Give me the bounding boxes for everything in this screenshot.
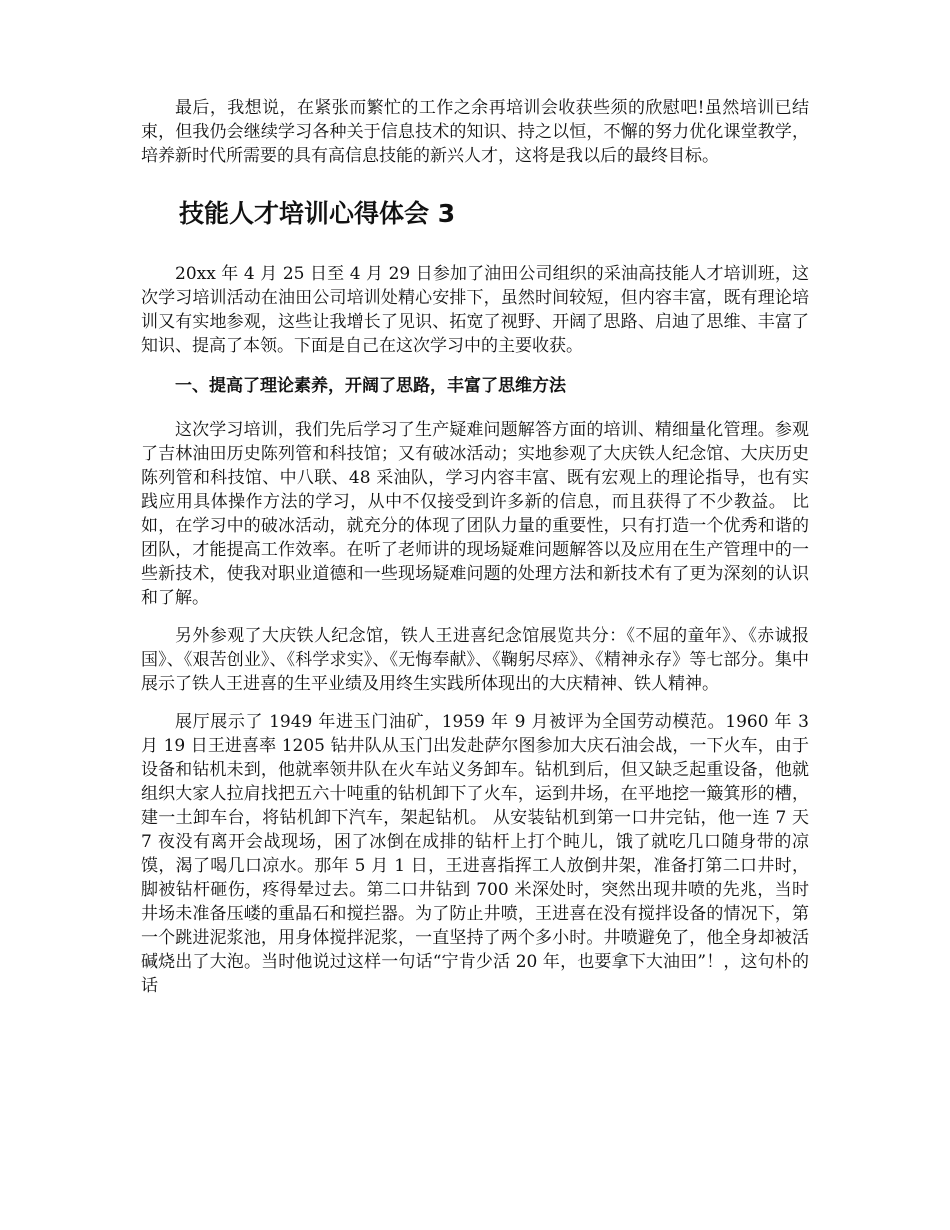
document-title: 技能人才培训心得体会 3 [179, 199, 456, 228]
paragraph-memorial: 另外参观了大庆铁人纪念馆，铁人王进喜纪念馆展览共分：《不屈的童年》、《赤诚报国》、《艰苦创业》、《科学求实》、《无悔奉献》、《鞠躬尽瘁》、《精神永存》等七部分。集中展示了铁人王进喜的生平业绩及用终生实践所体现出的大庆精神、铁人精神。 [141, 626, 809, 694]
paragraph-overview: 20xx 年 4 月 25 日至 4 月 29 日参加了油田公司组织的采油高技能人才培训班，这次学习培训活动在油田公司培训处精心安排下，虽然时间较短，但内容丰富，既有理论培训又有实地参观，这些让我增长了见识、拓宽了视野、开阔了思路、启迪了思维、丰富了知识、提高了本领。下面是自己在这次学习中的主要收获。 [141, 264, 809, 356]
section-heading: 一、提高了理论素养，开阔了思路，丰富了思维方法 [175, 376, 566, 396]
paragraph-training: 这次学习培训，我们先后学习了生产疑难问题解答方面的培训、精细量化管理。参观了吉林油田历史陈列管和科技馆；又有破冰活动；实地参观了大庆铁人纪念馆、大庆历史陈列管和科技馆、中八联、48 采油队，学习内容丰富、既有宏观上的理论指导，也有实践应用具体操作方法的学习，从中不仅接受到许多新的信息，而且获得了不少教益。 比如，在学习中的破冰活动，就充分的体现了团队力量的重要性，只有打造一个优秀和谐的团队，才能提高工作效率。在听了老师讲的现场疑难问题解答以及应用在生产管理中的一些新技术，使我对职业道德和一些现场疑难问题的处理方法和新技术有了更为深刻的认识和了解。 [141, 420, 809, 608]
paragraph-exhibition: 展厅展示了 1949 年进玉门油矿，1959 年 9 月被评为全国劳动模范。1960 年 3 月 19 日王进喜率 1205 钻井队从玉门出发赴萨尔图参加大庆石油会战，一下火车，由于设备和钻机未到，他就率领井队在火车站义务卸车。钻机到后，但又缺乏起重设备，他就组织大家人拉肩找把五六十吨重的钻机卸下了火车，运到井场，在平地挖一簸箕形的槽，建一土卸车台，将钻机卸下汽车，架起钻机。 从安装钻机到第一口井完钻，他一连 7 天 7 夜没有离开会战现场，困了冰倒在成排的钻杆上打个盹儿，饿了就吃几口随身带的凉馍，渴了喝几口凉水。那年 5 月 1 日，王进喜指挥工人放倒井架，准备打第二口井时，脚被钻杆砸伤，疼得晕过去。第二口井钻到 700 米深处时，突然出现井喷的先兆，当时井场未准备压嵝的重晶石和搅拦器。为了防止井喷，王进喜在没有搅拌设备的情况下，第一个跳进泥浆池，用身体搅拌泥浆，一直坚持了两个多小时。井喷避免了，他全身却被活碱烧出了大泡。当时他说过这样一句话“宁肯少活 20 年，也要拿下大油田”！，这句朴的话 [141, 712, 809, 996]
intro-paragraph: 最后，我想说，在紧张而繁忙的工作之余再培训会收获些须的欣慰吧!虽然培训已结束，但我仍会继续学习各种关于信息技术的知识、持之以恒，不懈的努力优化课堂教学，培养新时代所需要的具有高信息技能的新兴人才，这将是我以后的最终目标。 [141, 98, 809, 166]
document-page [141, 96, 809, 998]
